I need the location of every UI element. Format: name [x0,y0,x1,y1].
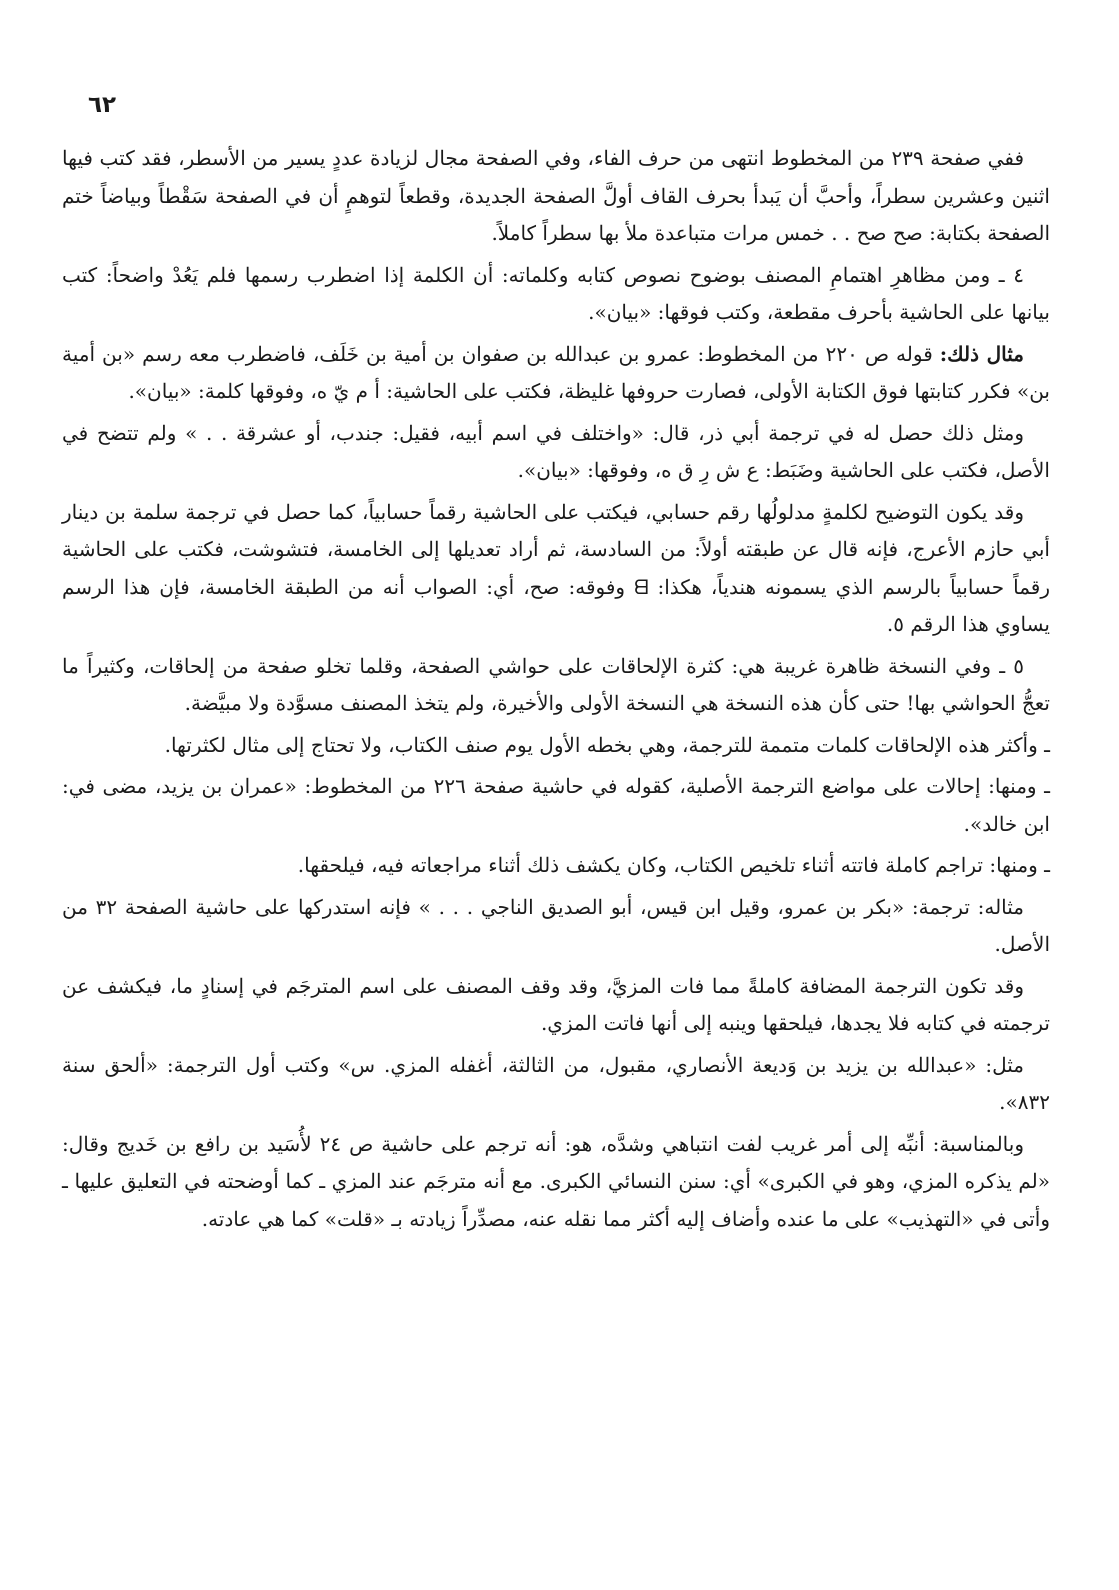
paragraph-9: ـ ومنها: تراجم كاملة فاتته أثناء تلخيص الكتاب، وكان يكشف ذلك أثناء مراجعاته فيه، فيلحقها. [297,853,1050,877]
paragraph-5: وقد يكون التوضيح لكلمةٍ مدلولُها رقم حسابي، فيكتب على الحاشية رقماً حسابياً، كما حصل في ترجمة سلمة بن دينار أبي حازم الأعرج، فإنه قال عن طبقته أولاً: من السادسة، ثم أراد تعديلها إلى الخامسة، فتشوشت، فكتب على الحاشية رقماً حسابياً بالرسم الذي يسمونه هندياً، هكذا: ᗺ وفوقه: صح، أي: الصواب أنه من الطبقة الخامسة، فإن هذا الرسم يساوي هذا الرقم ٥. [62,499,1051,636]
paragraph-3 [62,336,1050,411]
page-number: ٦٢ [88,92,117,118]
paragraph-11: وقد تكون الترجمة المضافة كاملةً مما فات المزيَّ، وقد وقف المصنف على اسم المترجَم في إسنادٍ ما، فيكشف عن ترجمته في كتابه فلا يجدها، فيلحقها وينبه إلى أنها فاتت المزي. [62,973,1050,1035]
paragraph-3-text: قوله ص ٢٢٠ من المخطوط: عمرو بن عبدالله بن صفوان بن أمية بن خَلَف، فاضطرب معه رسم «بن أمية بن» فكرر كتابتها فوق الكتابة الأولى، فصارت حروفها غليظة، فكتب على الحاشية: أ م يّ ه، وفوقها كلمة: «بيان». [62,341,1050,403]
body-text [62,140,1050,1242]
paragraph-7: ـ وأكثر هذه الإلحاقات كلمات متممة للترجمة، وهي بخطه الأول يوم صنف الكتاب، ولا تحتاج إلى مثال لكثرتها. [164,732,1050,757]
paragraph-1: ففي صفحة ٢٣٩ من المخطوط انتهى من حرف الفاء، وفي الصفحة مجال لزيادة عددٍ يسير من الأسطر، فقد كتب فيها اثنين وعشرين سطراً، وأحبَّ أن يَبدأ بحرف القاف أولَّ الصفحة الجديدة، وقطعاً لتوهمٍ أن في الصفحة سَقْطاً وبياضاً ختم الصفحة بكتابة: صح صح . . خمس مرات متباعدة ملأ بها سطراً كاملاً. [62,146,1050,245]
paragraph-10: مثاله: ترجمة: «بكر بن عمرو، وقيل ابن قيس، أبو الصديق الناجي . . . » فإنه استدركها على حاشية الصفحة ٣٢ من الأصل. [62,894,1050,956]
paragraph-2: ٤ ـ ومن مظاهرِ اهتمامِ المصنف بوضوح نصوص كتابه وكلماته: أن الكلمة إذا اضطرب رسمها فلم يَعُدْ واضحاً: كتب بيانها على الحاشية بأحرف مقطعة، وكتب فوقها: «بيان». [62,262,1050,324]
paragraph-12: مثل: «عبدالله بن يزيد بن وَديعة الأنصاري، مقبول، من الثالثة، أغفله المزي. س» وكتب أول الترجمة: «ألحق سنة ٨٣٢». [62,1052,1050,1114]
paragraph-3-lead: مثال ذلك: [939,341,1024,366]
paragraph-4: ومثل ذلك حصل له في ترجمة أبي ذر، قال: «واختلف في اسم أبيه، فقيل: جندب، أو عشرقة . . » ولم تتضح في الأصل، فكتب على الحاشية وضَبَط: ع ش رِ ق ه، وفوقها: «بيان». [62,420,1050,482]
paragraph-8: ـ ومنها: إحالات على مواضع الترجمة الأصلية، كقوله في حاشية صفحة ٢٢٦ من المخطوط: «عمران بن يزيد، مضى في: ابن خالد». [62,774,1050,836]
paragraph-6: ٥ ـ وفي النسخة ظاهرة غريبة هي: كثرة الإلحاقات على حواشي الصفحة، وقلما تخلو صفحة من إلحاقات، وكثيراً ما تعجُّ الحواشي بها! حتى كأن هذه النسخة هي النسخة الأولى والأخيرة، ولم يتخذ المصنف مسوَّدة ولا مبيَّضة. [62,653,1050,715]
paragraph-13: وبالمناسبة: أنبِّه إلى أمر غريب لفت انتباهي وشدَّه، هو: أنه ترجم على حاشية ص ٢٤ لأُسَيد بن رافع بن خَديج وقال: «لم يذكره المزي، وهو في الكبرى» أي: سنن النسائي الكبرى. مع أنه مترجَم عند المزي ـ كما أوضحته في التعليق عليها ـ وأتى في «التهذيب» على ما عنده وأضاف إليه أكثر مما نقله عنه، مصدِّراً زيادته بـ «قلت» كما هي عادته. [62,1131,1050,1231]
